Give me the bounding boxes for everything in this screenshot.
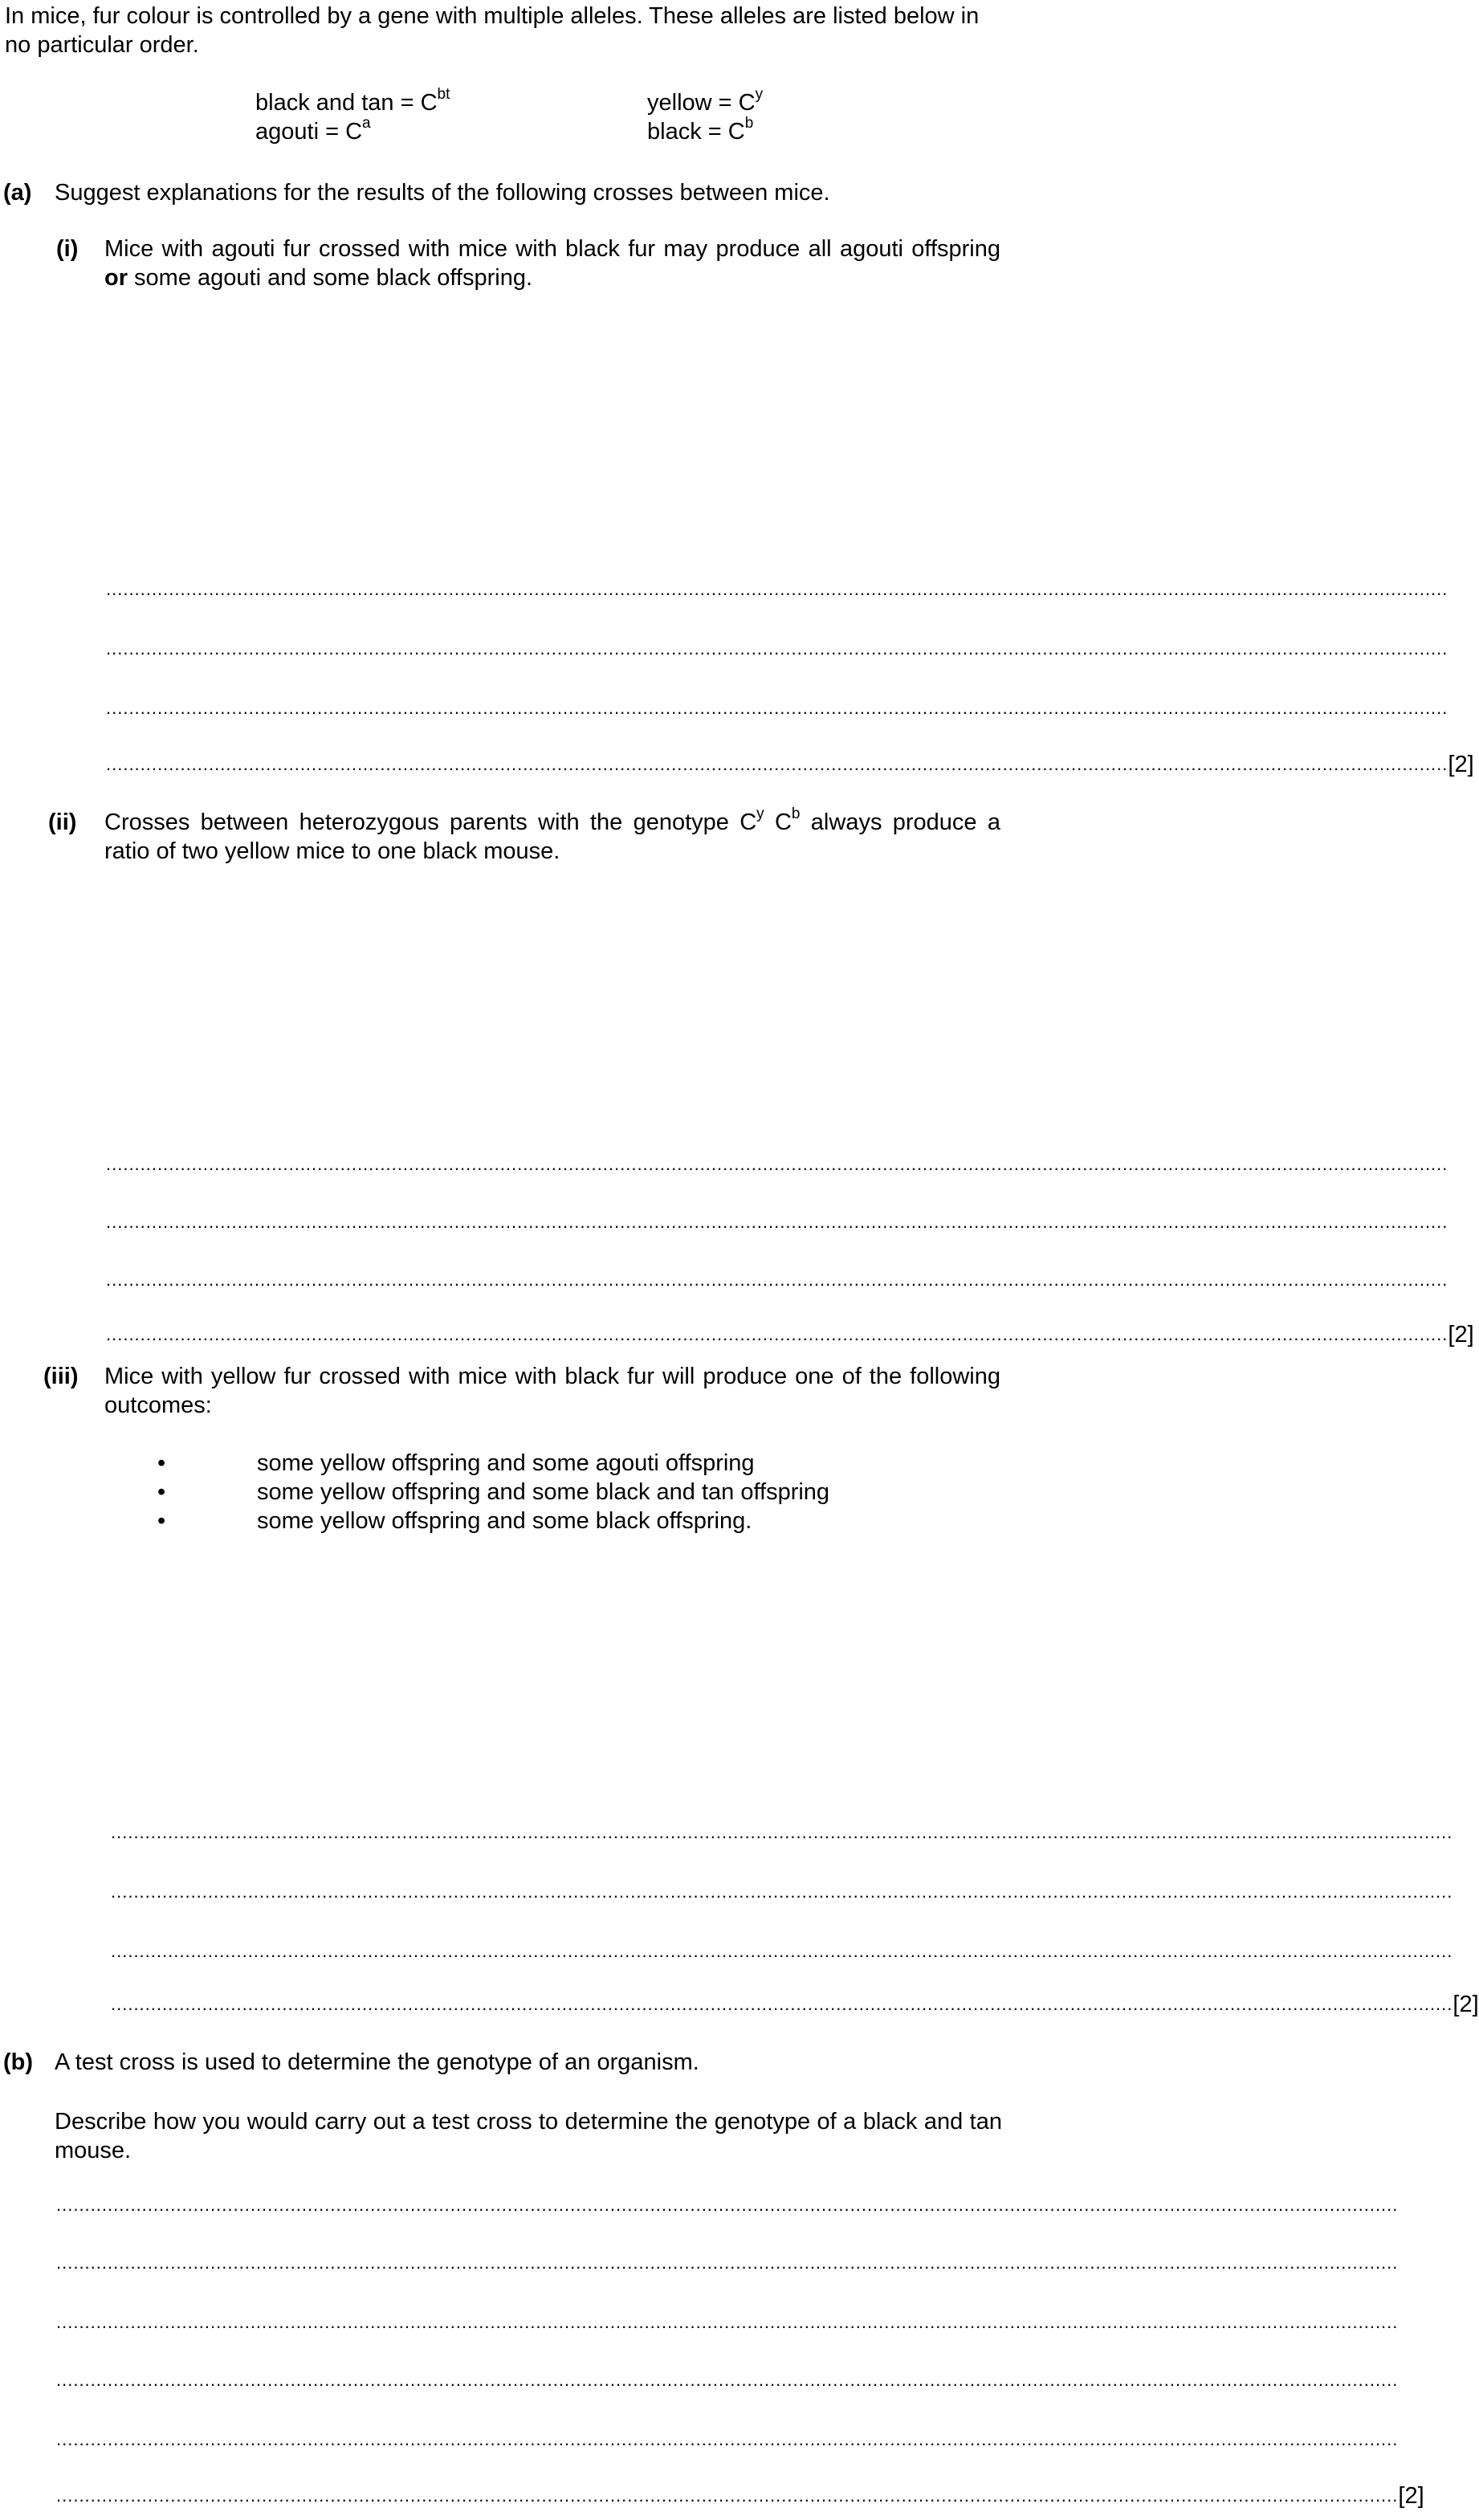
list-item: • some yellow offspring and some black and tan offspring: [157, 1479, 830, 1505]
outcome-list: [157, 1449, 960, 1535]
bullet-icon: •: [157, 1508, 166, 1534]
part-a-i-text: Mice with agouti fur crossed with mice with black fur may produce all agouti offspring or some agouti and some black offspring.: [104, 236, 1000, 291]
answer-line[interactable]: ...........................................................................................................................................................................................................................................: [106, 1270, 1448, 1290]
answer-line[interactable]: ...........................................................................................................................................................................................................................................: [106, 638, 1448, 659]
part-a-ii-label: (ii): [48, 809, 77, 835]
intro-text: In mice, fur colour is controlled by a gene with multiple alleles. These alleles are listed below in no particular order.: [5, 3, 980, 58]
part-b-text-2: Describe how you would carry out a test cross to determine the genotype of a black and tan mouse.: [55, 2109, 1002, 2163]
answer-line-marks[interactable]: ........................................................................................................................................................................................................................................... [2]: [106, 1322, 1474, 1348]
list-item: • some yellow offspring and some agouti offspring: [157, 1450, 755, 1476]
bullet-icon: •: [157, 1450, 166, 1476]
marks-label: [2]: [1453, 1992, 1479, 2017]
part-b-text-1: A test cross is used to determine the genotype of an organism.: [55, 2049, 699, 2075]
allele-black-and-tan: black and $\tan = C^{bt}$: [255, 86, 450, 116]
answer-line[interactable]: ...........................................................................................................................................................................................................................................: [106, 1154, 1448, 1174]
bullet-icon: •: [157, 1479, 166, 1505]
answer-line[interactable]: ...........................................................................................................................................................................................................................................: [106, 1212, 1448, 1232]
answer-line[interactable]: ...........................................................................................................................................................................................................................................: [56, 2195, 1399, 2215]
marks-label: [2]: [1448, 1322, 1474, 1348]
part-a-stem: Suggest explanations for the results of the following crosses between mice.: [55, 180, 830, 206]
answer-line[interactable]: ...........................................................................................................................................................................................................................................: [111, 1822, 1453, 1842]
part-a-ii-text: Crosses between heterozygous parents with the genotype $C^y$ $C^b$ always produce a ratio of two yellow mice to one black mouse.: [104, 805, 1000, 864]
answer-line-marks[interactable]: ........................................................................................................................................................................................................................................... [2]: [106, 752, 1474, 777]
marks-label: [2]: [1398, 2483, 1424, 2509]
answer-line[interactable]: ...........................................................................................................................................................................................................................................: [106, 698, 1448, 718]
answer-line-marks[interactable]: ........................................................................................................................................................................................................................................... [2]: [111, 1992, 1479, 2017]
marks-label: [2]: [1448, 752, 1474, 777]
part-a-iii-text: Mice with yellow fur crossed with mice with black fur will produce one of the following outcomes:: [104, 1364, 1000, 1418]
part-a-label: (a): [3, 180, 32, 206]
allele-agouti: agouti = $C^a$: [255, 115, 371, 145]
answer-line[interactable]: ...........................................................................................................................................................................................................................................: [111, 1882, 1453, 1902]
answer-line[interactable]: ...........................................................................................................................................................................................................................................: [56, 2312, 1399, 2332]
answer-line[interactable]: ...........................................................................................................................................................................................................................................: [56, 2253, 1399, 2273]
part-b-label: (b): [3, 2049, 34, 2075]
allele-yellow: yellow = $C^y$: [647, 86, 764, 116]
list-item: • some yellow offspring and some black offspring.: [157, 1508, 752, 1534]
answer-line[interactable]: ...........................................................................................................................................................................................................................................: [56, 2370, 1399, 2390]
answer-line-marks[interactable]: ........................................................................................................................................................................................................................................... [2]: [56, 2483, 1424, 2509]
answer-line[interactable]: ...........................................................................................................................................................................................................................................: [111, 1941, 1453, 1961]
part-a-iii-label: (iii): [43, 1364, 79, 1389]
answer-line[interactable]: ...........................................................................................................................................................................................................................................: [106, 579, 1448, 599]
allele-black: black = $C^b$: [647, 115, 754, 145]
answer-line[interactable]: ...........................................................................................................................................................................................................................................: [56, 2429, 1399, 2449]
part-a-i-label: (i): [56, 236, 79, 262]
